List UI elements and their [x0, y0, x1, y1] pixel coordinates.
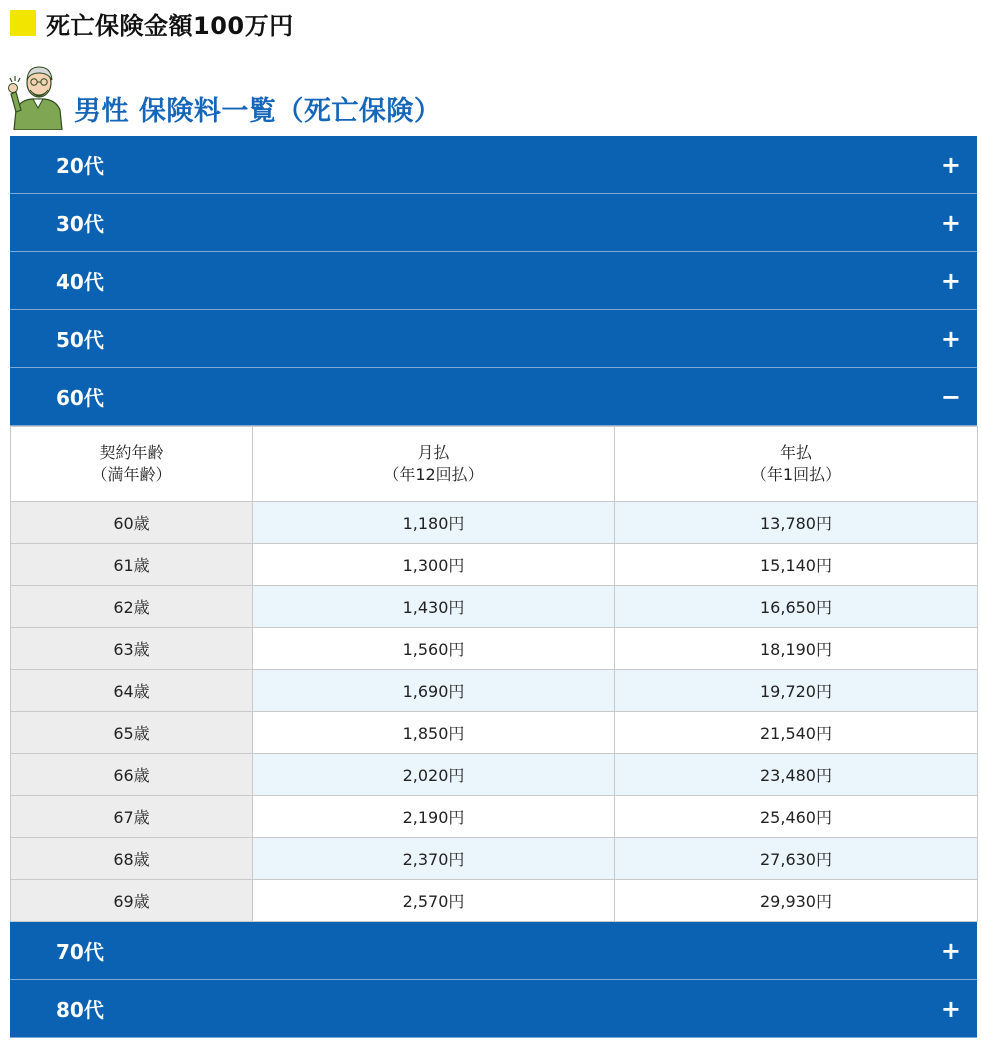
- cell-age: 68歳: [11, 838, 253, 880]
- accordion-60s[interactable]: [10, 368, 977, 426]
- plus-icon[interactable]: +: [940, 994, 961, 1023]
- cell-monthly: 2,190円: [253, 796, 615, 838]
- accordion-label: 50代: [56, 328, 104, 352]
- table-row: [11, 712, 978, 754]
- accordion-70s[interactable]: [10, 922, 977, 980]
- cell-yearly: 18,190円: [615, 628, 978, 670]
- cell-age: 67歳: [11, 796, 253, 838]
- plus-icon[interactable]: +: [940, 266, 961, 295]
- plus-icon[interactable]: +: [940, 324, 961, 353]
- title-marker: [10, 10, 36, 36]
- cell-monthly: 1,300円: [253, 544, 615, 586]
- table-row: [11, 544, 978, 586]
- cell-age: 64歳: [11, 670, 253, 712]
- cell-age: 65歳: [11, 712, 253, 754]
- accordion-label: 70代: [56, 940, 104, 964]
- table-row: [11, 502, 978, 544]
- table-row: [11, 628, 978, 670]
- plus-icon[interactable]: +: [940, 208, 961, 237]
- cell-yearly: 21,540円: [615, 712, 978, 754]
- plus-icon[interactable]: +: [940, 150, 961, 179]
- section-header: [8, 62, 441, 130]
- cell-yearly: 19,720円: [615, 670, 978, 712]
- cell-monthly: 2,370円: [253, 838, 615, 880]
- cell-yearly: 23,480円: [615, 754, 978, 796]
- accordion-label: 40代: [56, 270, 104, 294]
- premium-table: [10, 426, 978, 922]
- accordion-80s[interactable]: [10, 980, 977, 1038]
- page-title: 死亡保険金額100万円: [46, 11, 294, 40]
- cell-age: 61歳: [11, 544, 253, 586]
- page-title-row: [10, 6, 294, 40]
- accordion-label: 80代: [56, 998, 104, 1022]
- cell-age: 60歳: [11, 502, 253, 544]
- cell-monthly: 1,180円: [253, 502, 615, 544]
- cell-yearly: 16,650円: [615, 586, 978, 628]
- table-row: [11, 880, 978, 922]
- accordion-40s[interactable]: [10, 252, 977, 310]
- header-contract-age: 契約年齢 （満年齢）: [11, 427, 253, 502]
- cell-yearly: 25,460円: [615, 796, 978, 838]
- table-row: [11, 586, 978, 628]
- plus-icon[interactable]: +: [940, 936, 961, 965]
- table-row: [11, 670, 978, 712]
- cell-yearly: 13,780円: [615, 502, 978, 544]
- accordion-30s[interactable]: [10, 194, 977, 252]
- cell-yearly: 15,140円: [615, 544, 978, 586]
- header-monthly: 月払 （年12回払）: [253, 427, 615, 502]
- cell-yearly: 27,630円: [615, 838, 978, 880]
- table-header-row: [11, 427, 978, 502]
- cell-monthly: 1,690円: [253, 670, 615, 712]
- section-title: 男性 保険料一覧（死亡保険）: [74, 96, 442, 127]
- cell-yearly: 29,930円: [615, 880, 978, 922]
- accordion-label: 60代: [56, 386, 104, 410]
- cell-monthly: 2,570円: [253, 880, 615, 922]
- cell-age: 63歳: [11, 628, 253, 670]
- age-group-accordion: [10, 136, 977, 1038]
- header-yearly: 年払 （年1回払）: [615, 427, 978, 502]
- cell-age: 62歳: [11, 586, 253, 628]
- table-row: [11, 838, 978, 880]
- cell-monthly: 2,020円: [253, 754, 615, 796]
- cell-monthly: 1,560円: [253, 628, 615, 670]
- accordion-label: 20代: [56, 154, 104, 178]
- minus-icon[interactable]: −: [940, 382, 961, 411]
- elderly-man-avatar-icon: [8, 64, 68, 130]
- cell-monthly: 1,850円: [253, 712, 615, 754]
- table-row: [11, 796, 978, 838]
- table-row: [11, 754, 978, 796]
- cell-age: 69歳: [11, 880, 253, 922]
- accordion-20s[interactable]: [10, 136, 977, 194]
- cell-age: 66歳: [11, 754, 253, 796]
- accordion-label: 30代: [56, 212, 104, 236]
- cell-monthly: 1,430円: [253, 586, 615, 628]
- accordion-50s[interactable]: [10, 310, 977, 368]
